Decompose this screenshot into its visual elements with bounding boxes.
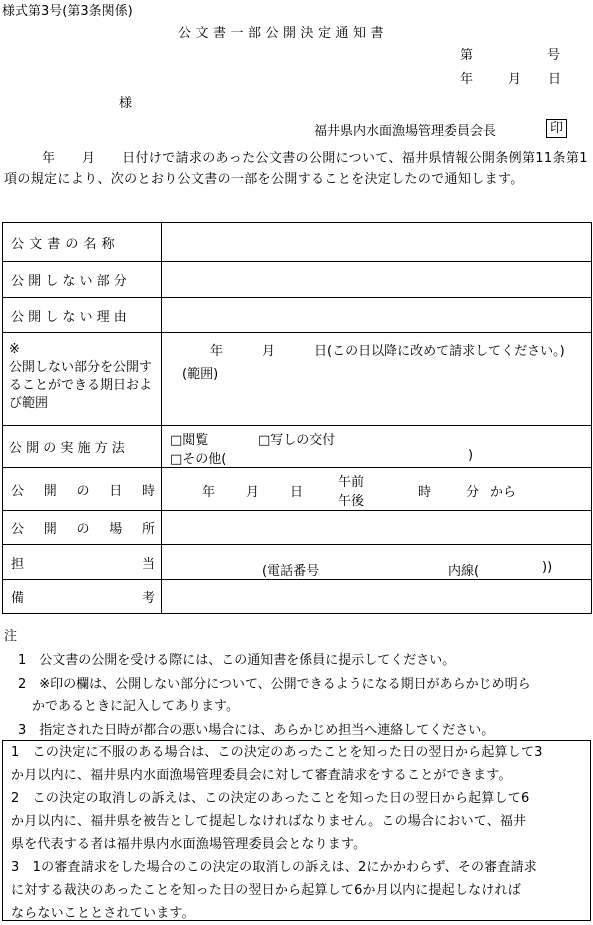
name-label-cell bbox=[3, 223, 162, 262]
reason-label: 公 開 し な い 理 由 bbox=[11, 309, 127, 325]
method-checkbox-copy[interactable]: □写しの交付 bbox=[258, 432, 336, 448]
doc-number-prefix: 第 bbox=[460, 48, 474, 63]
doc-date-year: 年 bbox=[460, 72, 474, 87]
addressee-suffix: 様 bbox=[119, 96, 133, 111]
method-checkbox-other[interactable]: □その他( bbox=[170, 451, 227, 467]
place-label-cell bbox=[3, 511, 162, 545]
appeal-line-4: か月以内に、福井県を被告として提起しなければなりません。この場合において、福井 bbox=[11, 814, 527, 829]
period-value-cell[interactable] bbox=[162, 333, 592, 426]
place-value-cell[interactable] bbox=[162, 511, 592, 545]
doc-date-month: 月 bbox=[508, 72, 522, 87]
issuer: 福井県内水面漁場管理委員会長 bbox=[314, 124, 497, 139]
period-value: 年 月 日(この日以降に改めて請求してください。) bbox=[210, 344, 565, 359]
period-label: 公開しない部分を公開することができる期日および範囲 bbox=[9, 360, 153, 411]
appeal-line-7: に対する裁決のあったことを知った日の翌日から起算して6か月以内に提起しなければ bbox=[11, 883, 521, 898]
intro-paragraph: 年 月 日付けで請求のあった公文書の公開について、福井県情報公開条例第11条第1項の規定により、次のとおり公文書の一部を公開することを決定したので通知します。 bbox=[4, 151, 588, 187]
place-label: 公 開 の 場 所 bbox=[11, 522, 155, 537]
datetime-day: 日 bbox=[290, 484, 304, 500]
reason-label-cell bbox=[3, 298, 162, 333]
remarks-label: 備 考 bbox=[11, 591, 155, 606]
name-label: 公 文 書 の 名 称 bbox=[11, 236, 116, 252]
note-item-1: 1 公文書の公開を受ける際には、この通知書を係員に提示してください。 bbox=[18, 653, 456, 668]
doc-number-suffix: 号 bbox=[547, 48, 561, 63]
appeal-line-5: 県を代表する者は福井県内水面漁場管理委員会となります。 bbox=[11, 837, 367, 852]
staff-label-cell bbox=[3, 545, 162, 580]
datetime-value-cell[interactable] bbox=[162, 468, 592, 511]
method-label-cell bbox=[3, 426, 162, 468]
remarks-value-cell[interactable] bbox=[162, 580, 592, 614]
undisclosed-value-cell[interactable] bbox=[162, 262, 592, 298]
datetime-label: 公 開 の 日 時 bbox=[11, 483, 155, 499]
datetime-hour: 時 bbox=[418, 484, 432, 500]
page-title: 公文書一部公開決定通知書 bbox=[178, 26, 389, 41]
remarks-label-cell bbox=[3, 580, 162, 614]
disclosure-table bbox=[2, 222, 592, 614]
method-other-close: ) bbox=[468, 447, 474, 463]
staff-label: 担 当 bbox=[11, 556, 155, 572]
datetime-label-cell bbox=[3, 468, 162, 511]
datetime-minute: 分 bbox=[466, 484, 480, 500]
datetime-from: から bbox=[490, 484, 517, 500]
method-value-cell[interactable] bbox=[162, 426, 592, 468]
method-checkbox-view[interactable]: □閲覧 bbox=[170, 432, 209, 448]
period-range: (範囲) bbox=[182, 367, 219, 382]
staff-ext-label: 内線( bbox=[448, 563, 480, 579]
staff-value-cell[interactable] bbox=[162, 545, 592, 580]
appeal-line-8: ならないこととされています。 bbox=[11, 906, 195, 921]
staff-phone-label: (電話番号 bbox=[262, 563, 320, 579]
appeal-line-2: か月以内に、福井県内水面漁場管理委員会に対して審査請求をすることができます。 bbox=[11, 768, 512, 783]
staff-ext-close: )) bbox=[542, 559, 553, 575]
doc-date-day: 日 bbox=[548, 72, 562, 87]
appeal-line-3: 2 この決定の取消しの訴えは、この決定のあったことを知った日の翌日から起算して6 bbox=[11, 791, 530, 806]
name-value-cell[interactable] bbox=[162, 223, 592, 262]
appeal-line-1: 1 この決定に不服のある場合は、この決定のあったことを知った日の翌日から起算して3 bbox=[11, 745, 543, 760]
undisclosed-label-cell bbox=[3, 262, 162, 298]
staff-fields bbox=[162, 546, 591, 579]
appeal-notice-box bbox=[2, 740, 591, 921]
seal-stamp: 印 bbox=[546, 119, 567, 138]
period-label-cell bbox=[3, 333, 162, 426]
notes-heading: 注 bbox=[4, 629, 18, 644]
period-label-mark: ※ bbox=[9, 342, 20, 357]
datetime-year: 年 bbox=[202, 484, 216, 500]
appeal-line-6: 3 1の審査請求をした場合のこの決定の取消しの訴えは、2にかかわらず、その審査請求 bbox=[11, 860, 537, 875]
note-item-3: 3 指定された日時が都合の悪い場合には、あらかじめ担当へ連絡してください。 bbox=[18, 723, 495, 738]
period-label-block bbox=[3, 333, 161, 413]
datetime-month: 月 bbox=[246, 484, 260, 500]
datetime-fields bbox=[162, 469, 591, 510]
reason-value-cell[interactable] bbox=[162, 298, 592, 333]
datetime-pm: 午後 bbox=[338, 493, 365, 509]
note-item-2-cont: かであるときに記入してあります。 bbox=[32, 699, 239, 714]
notes-section bbox=[4, 625, 590, 743]
datetime-am: 午前 bbox=[338, 474, 365, 490]
form-number: 様式第3号(第3条関係) bbox=[2, 4, 133, 19]
note-item-2: 2 ※印の欄は、公開しない部分について、公開できるようになる期日があらかじめ明ら bbox=[18, 677, 531, 692]
undisclosed-label: 公 開 し な い 部 分 bbox=[11, 274, 127, 289]
method-options bbox=[162, 427, 591, 467]
method-label: 公 開 の 実 施 方 法 bbox=[9, 441, 125, 456]
